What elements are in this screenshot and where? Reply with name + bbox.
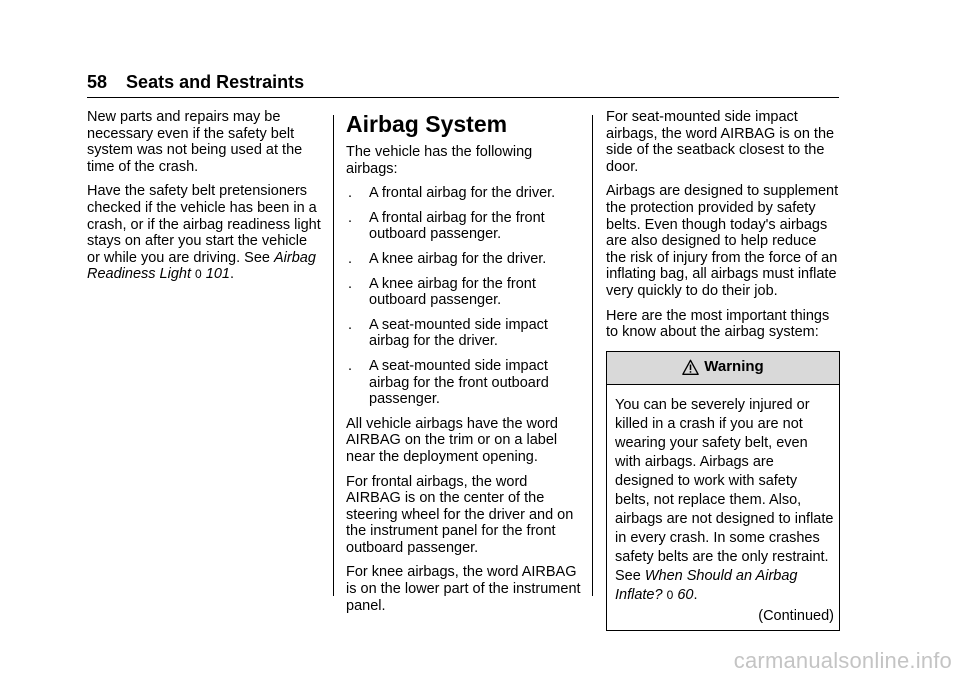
list-item: . A frontal airbag for the driver. [348, 185, 556, 202]
page-ref-number[interactable]: 101 [205, 266, 230, 283]
paragraph: All vehicle airbags have the word AIRBAG on the trim or on a label near the deployment opening. [346, 415, 558, 465]
warning-icon [682, 359, 699, 376]
section-heading: Airbag System [346, 111, 508, 137]
bullet: . [348, 250, 353, 267]
warning-box [606, 351, 840, 631]
list-item: . A seat-mounted side impact airbag for the driver. [348, 316, 548, 350]
column-divider [333, 115, 334, 596]
continued-label: (Continued) [758, 607, 834, 624]
bullet: . [348, 209, 353, 226]
column-right [606, 109, 840, 631]
bullet: . [348, 357, 353, 374]
paragraph: The vehicle has the following airbags: [346, 144, 533, 177]
bullet: . [348, 275, 353, 292]
paragraph: For seat-mounted side impact airbags, the word AIRBAG is on the side of the seatback closest to the door. [606, 109, 835, 175]
paragraph: Have the safety belt pretensioners checked if the vehicle has been in a crash, or if the airbag readiness light stays on after you start the vehicle or while you are driving. See Airbag Readiness Light 0 101. [87, 183, 321, 283]
list-item: . A knee airbag for the front outboard passenger. [348, 275, 536, 309]
warning-header [607, 352, 839, 385]
list-item: . A seat-mounted side impact airbag for the front outboard passenger. [348, 357, 549, 408]
column-left [87, 109, 323, 291]
list-item: . A frontal airbag for the front outboard passenger. [348, 209, 545, 243]
bullet: . [348, 185, 353, 202]
paragraph: Airbags are designed to supplement the protection provided by safety belts. Even though today's airbags are also designed to help reduce the risk of injury from the force of an inflating bag, all airbags must inflate very quickly to do their job. [606, 183, 839, 299]
page-number: 58 [87, 72, 108, 92]
section-title: Seats and Restraints [126, 72, 305, 92]
page-ref-arrow-icon: 0 [195, 267, 202, 282]
list-item: . A knee airbag for the driver. [348, 250, 547, 267]
paragraph: For frontal airbags, the word AIRBAG is on the center of the steering wheel for the driver and on the instrument panel for the front outboard passenger. [346, 473, 574, 556]
watermark: carmanualsonline.info [733, 648, 952, 673]
column-middle [346, 110, 582, 622]
paragraph: New parts and repairs may be necessary even if the safety belt system was not being used at the time of the crash. [87, 109, 303, 175]
column-divider [592, 115, 593, 596]
warning-body: You can be severely injured or killed in a crash if you are not wearing your safety belt, even with airbags. Airbags are designed to work with safety belts, not replace them. Also, airbags are not designed to inflate in every crash. In some crashes safety belts are the only restraint. See When Should an Airbag Inflate? 0 60. (Continued) [615, 396, 834, 624]
paragraph: For knee airbags, the word AIRBAG is on the lower part of the instrument panel. [346, 564, 581, 614]
page-header [87, 72, 839, 98]
page-ref-number[interactable]: 60 [677, 586, 694, 603]
bullet: . [348, 316, 353, 333]
cross-reference-link[interactable]: When Should an Airbag Inflate? [615, 567, 798, 603]
page-ref-arrow-icon: 0 [666, 587, 674, 602]
paragraph: Here are the most important things to know about the airbag system: [606, 307, 830, 341]
airbag-list [346, 185, 582, 408]
cross-reference-link[interactable]: Airbag Readiness Light [87, 249, 316, 283]
warning-title: Warning [704, 358, 764, 376]
